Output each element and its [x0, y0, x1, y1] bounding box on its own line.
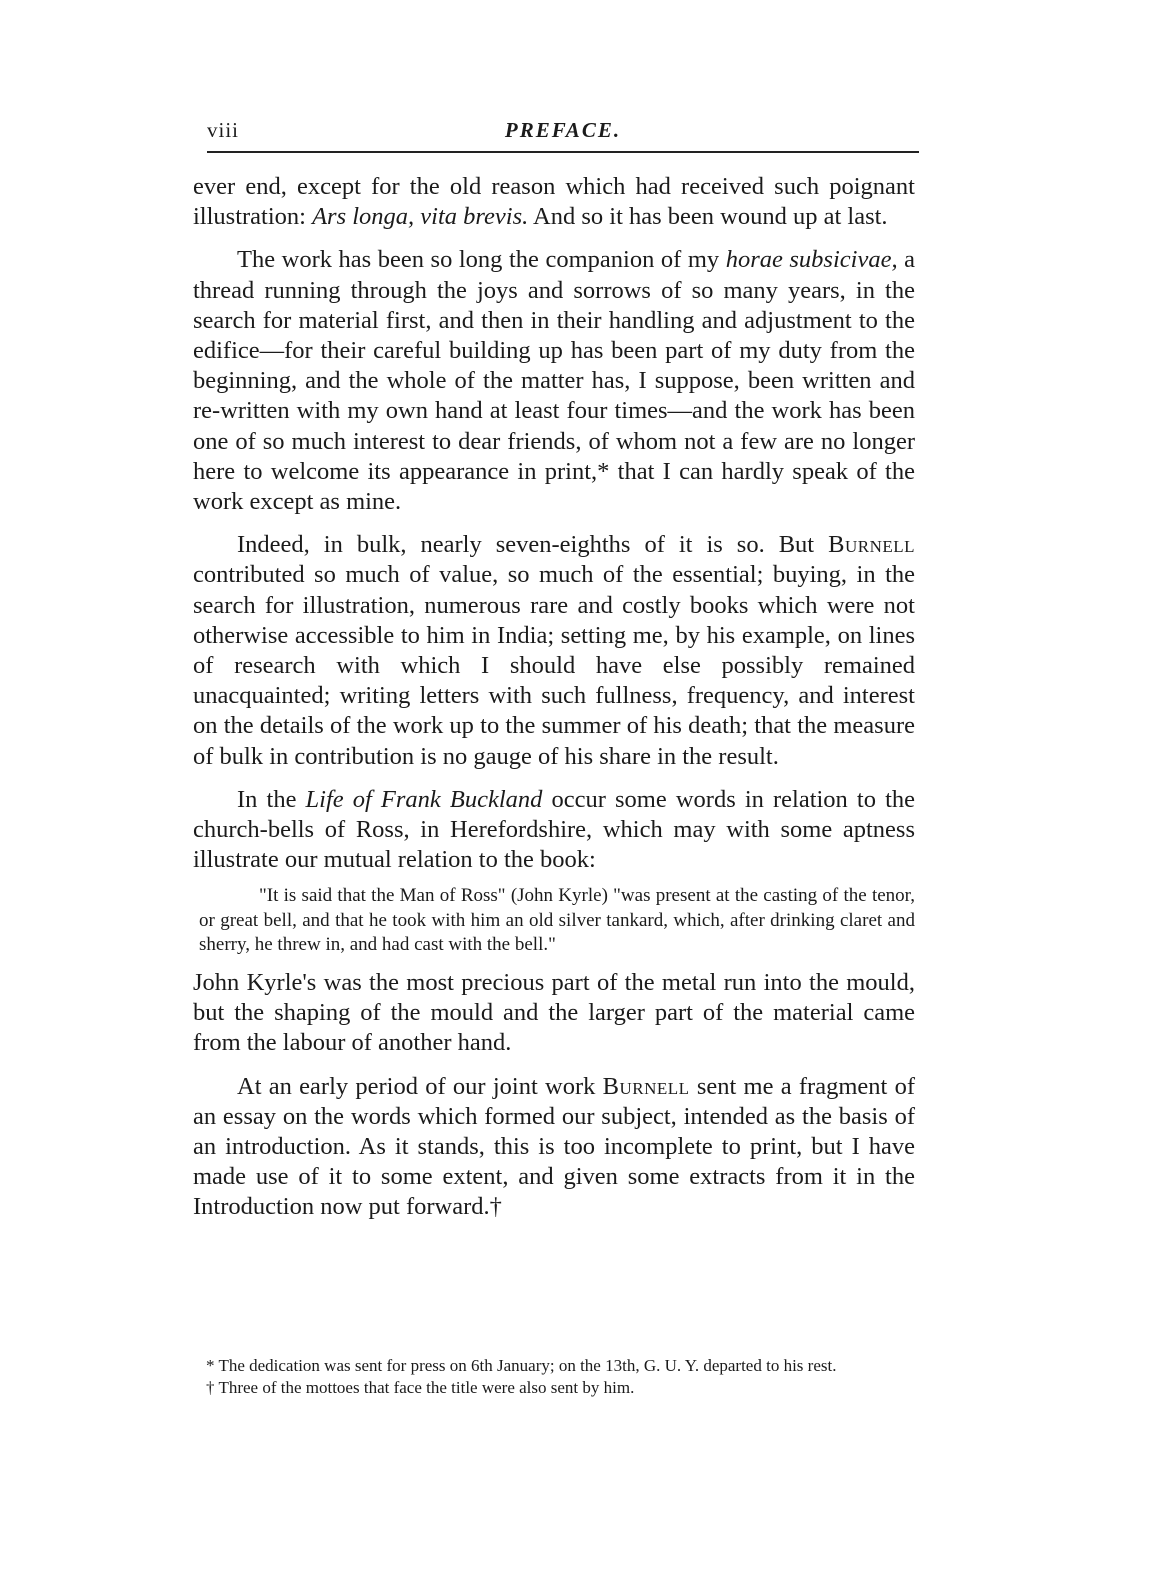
paragraph-3: Indeed, in bulk, nearly seven-eighths of it is so. But Burnell contributed so much of value, so much of the essential; buying, in the search for illustration, numerous rare and costly books which were not otherwise accessible to him in India; setting me, by his example, on lines of research with which I should have else possibly remained unacquainted; writing letters with such fullness, frequency, and interest on the details of the work up to the summer of his death; that the measure of bulk in contribution is no gauge of his share in the result.	[193, 531, 915, 770]
paragraph-2: The work has been so long the companion of my horae subsicivae, a thread running through the joys and sorrows of so many years, in the search for material first, and then in their handling and adjustment to the edifice—for their careful building up has been part of my duty from the beginning, and the whole of the matter has, I suppose, been written and re-written with my own hand at least four times—and the work has been one of so much interest to dear friends, of whom not a few are no longer here to welcome its appearance in print,* that I can hardly speak of the work except as mine.	[193, 246, 916, 516]
paragraph-6: At an early period of our joint work Burnell sent me a fragment of an essay on the words which formed our subject, intended as the basis of an introduction. As it stands, this is too incomplete to print, but I have made use of it to some extent, and given some extracts from it in the Introduction now put forward.†	[193, 1072, 915, 1221]
paragraph-5: John Kyrle's was the most precious part of the metal run into the mould, but the shaping of the mould and the larger part of the material came from the labour of another hand.	[193, 968, 915, 1057]
block-quote: "It is said that the Man of Ross" (John Kyrle) "was present at the casting of the tenor, or great bell, and that he took with him an old silver tankard, which, after drinking claret and sherry, he threw in, and had cast with the bell."	[199, 885, 915, 956]
footnotes	[188, 1356, 908, 1400]
body-text	[193, 172, 915, 1223]
author-name: Burnell	[602, 1072, 690, 1100]
latin-phrase: Ars longa, vita brevis.	[312, 203, 529, 231]
footnote-2: † Three of the mottoes that face the title were also sent by him.	[206, 1378, 635, 1397]
author-name: Burnell	[828, 531, 915, 559]
footnote-1: * The dedication was sent for press on 6th January; on the 13th, G. U. Y. departed to his rest.	[206, 1356, 837, 1375]
header-rule	[207, 151, 919, 153]
book-title: Life of Frank Buckland	[305, 785, 543, 813]
page-number: viii	[207, 118, 240, 142]
paragraph-4: In the Life of Frank Buckland occur some words in relation to the church-bells of Ross, in Herefordshire, which may with some aptness illustrate our mutual relation to the book:	[193, 785, 915, 874]
latin-phrase: horae subsicivae,	[725, 246, 898, 274]
running-head	[207, 118, 919, 152]
paragraph-1: ever end, except for the old reason which had received such poignant illustration: Ars longa, vita brevis. And so it has been wound up at last.	[193, 173, 915, 231]
header-title: PREFACE.	[504, 118, 622, 142]
